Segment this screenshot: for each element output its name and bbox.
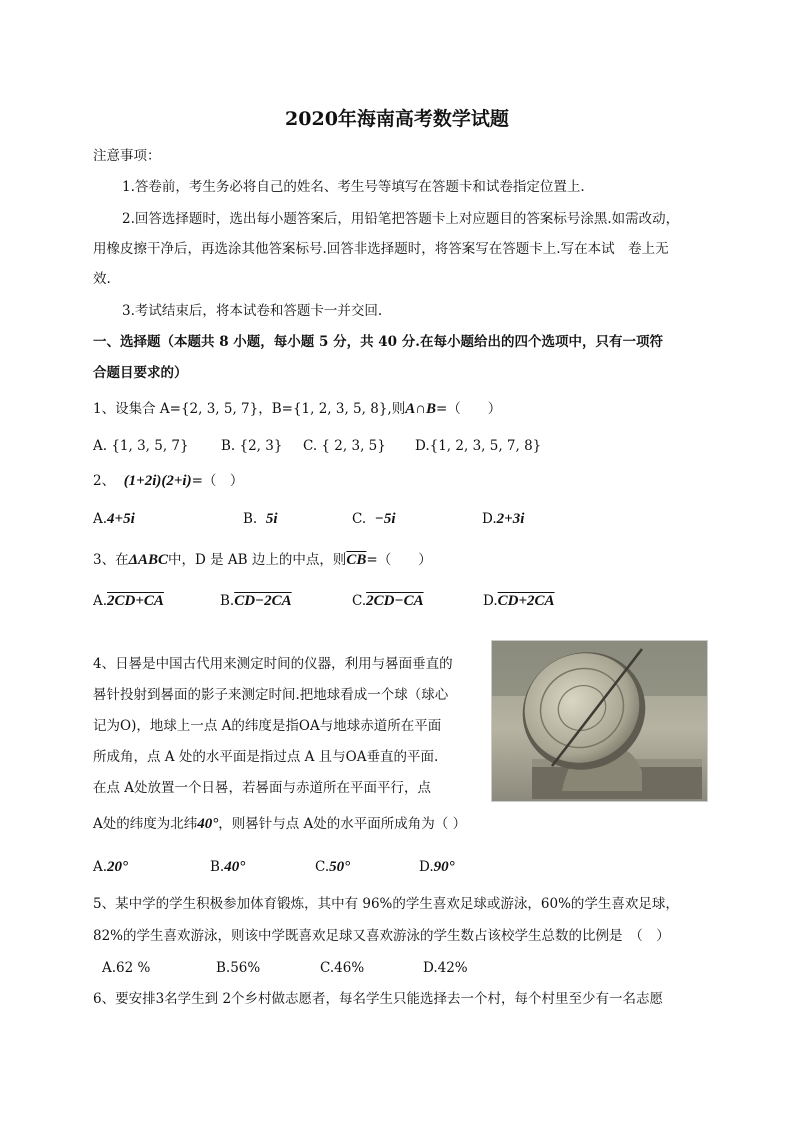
sundial-photo: [491, 640, 708, 802]
question-1-text: 1、设集合 A={2, 3, 5, 7}，B={1, 2, 3, 5, 8},则: [93, 401, 406, 417]
question-5-option-d: D.42%: [423, 960, 468, 976]
question-3-stem: [93, 551, 432, 569]
question-4-line-6: [93, 815, 466, 833]
question-5-option-b: B.56%: [216, 960, 261, 976]
question-4-text: A处的纬度为北纬: [93, 816, 198, 832]
notice-item-2-line-3: 效.: [93, 271, 111, 287]
option-label: C.: [352, 511, 367, 527]
sundial-illustration: [492, 641, 707, 801]
question-3-option-a: [93, 592, 164, 610]
question-3-option-c: [352, 592, 424, 610]
notice-item-2-line-1: 2.回答选择题时，选出每小题答案后，用铅笔把答题卡上对应题目的答案标号涂黑.如需改动，: [122, 211, 680, 227]
question-5-option-c: C.46%: [320, 960, 365, 976]
option-label: C.: [315, 859, 330, 875]
option-math: 90°: [433, 859, 455, 875]
question-6-line-1: 6、要安排3名学生到 2个乡村做志愿者，每名学生只能选择去一个村，每个村里至少有一名志愿: [93, 991, 664, 1007]
question-4-line-2: 晷针投射到晷面的影子来测定时间.把地球看成一个球（球心: [93, 687, 449, 703]
option-label: D.: [482, 511, 497, 527]
section-1-heading-cont: 合题目要求的）: [93, 365, 188, 381]
option-label: A.: [93, 511, 108, 527]
question-5-line-2: 82%的学生喜欢游泳，则该中学既喜欢足球又喜欢游泳的学生数占该校学生总数的比例是 （ ）: [93, 928, 670, 944]
option-math: 2+3i: [496, 511, 525, 527]
question-1-option-a: A. {1, 3, 5, 7}: [93, 438, 189, 454]
option-math: 2CD−CA: [366, 593, 424, 609]
option-math: 50°: [329, 859, 351, 875]
page-title: 2020年海南高考数学试题: [285, 108, 509, 130]
question-4-option-c: [315, 858, 350, 876]
question-1-option-c: C. { 2, 3, 5}: [303, 438, 386, 454]
option-math: 20°: [107, 859, 129, 875]
notice-heading: 注意事项：: [93, 148, 161, 164]
option-label: B.: [220, 593, 235, 609]
question-3-option-d: [483, 592, 555, 610]
section-1-heading: 一、选择题（本题共 8 小题，每小题 5 分，共 40 分.在每小题给出的四个选项中，只有一项符: [93, 334, 663, 350]
option-math: 4+5i: [107, 511, 135, 527]
option-label: D.: [419, 859, 434, 875]
notice-item-1: 1.答卷前，考生务必将自己的姓名、考生号等填写在答题卡和试卷指定位置上.: [122, 179, 585, 195]
question-4-line-4: 所成角，点 A 处的水平面是指过点 A 且与OA垂直的平面.: [93, 749, 439, 765]
option-label: C.: [352, 593, 367, 609]
option-label: B.: [210, 859, 225, 875]
question-4-line-3: 记为O)，地球上一点 A的纬度是指OA与地球赤道所在平面: [93, 718, 442, 734]
option-label: D.: [483, 593, 498, 609]
question-2-math: (1+2i)(2+i): [123, 473, 192, 489]
option-label: A.: [93, 859, 108, 875]
question-3-triangle: ΔABC: [128, 552, 169, 568]
question-4-line-5: 在点 A处放置一个日晷，若晷面与赤道所在平面平行，点: [93, 780, 432, 796]
question-2-option-a: [93, 510, 135, 528]
question-4-math: 40°: [197, 816, 219, 832]
question-2-option-b: [243, 510, 277, 528]
question-1-math: A∩B: [405, 401, 436, 417]
question-2-option-c: [352, 510, 396, 528]
question-4-tail: ，则晷针与点 A处的水平面所成角为（ ）: [218, 816, 467, 832]
option-label: B.: [243, 511, 258, 527]
option-math: −5i: [374, 511, 396, 527]
question-1-stem: [93, 400, 501, 418]
question-5-line-1: 5、某中学的学生积极参加体育锻炼，其中有 96%的学生喜欢足球或游泳，60%的学生喜欢足球，: [93, 896, 679, 912]
option-math: 5i: [265, 511, 278, 527]
question-1-option-b: B. {2, 3}: [221, 438, 283, 454]
option-label: A.: [93, 593, 108, 609]
question-3-option-b: [220, 592, 292, 610]
question-4-line-1: 4、日晷是中国古代用来测定时间的仪器，利用与晷面垂直的: [93, 656, 453, 672]
option-math: 40°: [224, 859, 246, 875]
notice-item-3: 3.考试结束后，将本试卷和答题卡一并交回.: [122, 303, 383, 319]
question-3-text-mid: 中，D 是 AB 边上的中点，则: [168, 552, 347, 568]
option-math: CD−2CA: [234, 593, 292, 609]
notice-item-2-line-2: 用橡皮擦干净后，再选涂其他答案标号.回答非选择题时，将答案写在答题卡上.写在本试 卷上无: [93, 241, 669, 257]
option-math: 2CD+CA: [107, 593, 164, 609]
question-1-option-d: D.{1, 2, 3, 5, 7, 8}: [415, 438, 542, 454]
question-3-text: 3、在: [93, 552, 129, 568]
question-3-vector: $\overline{CB}$: [346, 552, 367, 568]
question-5-option-a: A.62 %: [102, 960, 151, 976]
question-2-stem: [93, 472, 243, 490]
question-1-tail: =（ ）: [436, 401, 502, 417]
question-3-tail: =（ ）: [366, 552, 432, 568]
question-4-option-a: [93, 858, 128, 876]
question-4-option-b: [210, 858, 245, 876]
question-2-option-d: [482, 510, 524, 528]
question-2-number: 2、: [93, 473, 116, 489]
question-4-option-d: [419, 858, 455, 876]
option-math: CD+2CA: [497, 593, 555, 609]
question-2-tail: =（ ）: [191, 473, 244, 489]
